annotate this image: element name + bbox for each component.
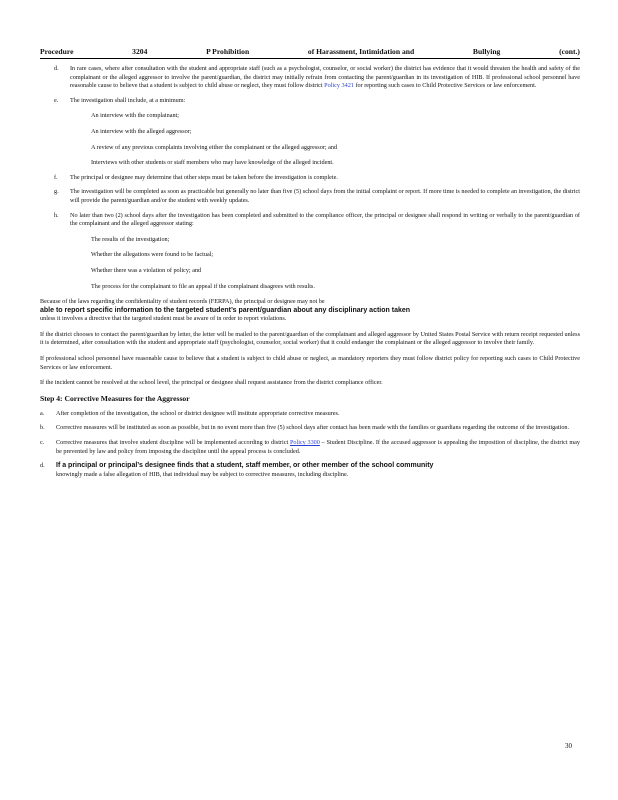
item-4d	[40, 462, 580, 479]
bullet-text: Interviews with other students or staff members who may have knowledge of the alleged incident.	[91, 159, 334, 167]
professional-personnel-paragraph: If professional school personnel have reasonable cause to believe that a student is subject to child abuse or neglect, as mandatory reporters they must follow district policy for reporting such cases to Child Protective Services or law enforcement.	[40, 355, 580, 371]
bullet-item	[40, 112, 580, 121]
bullet-item	[40, 236, 580, 245]
item-text: Corrective measures that involve student discipline will be implemented according to district	[56, 439, 289, 447]
bullet-text: The process for the complainant to file an appeal if the complainant disagrees with results.	[91, 282, 315, 290]
item-bold-text: If a principal or principal’s designee finds that a student, staff member, or other member of the school community	[56, 462, 434, 470]
item-4b	[40, 424, 580, 433]
header-title-b: of Harassment, Intimidation and	[307, 47, 415, 56]
header-procedure: Procedure	[40, 47, 74, 56]
item-text: Corrective measures will be instituted as soon as possible, but in no event more than five (5) school days after contact has been made with the families or guardians regarding the outcome of the investigation.	[56, 424, 570, 432]
policy-3421-link[interactable]: Policy 3421	[324, 82, 354, 90]
item-4a	[40, 410, 580, 419]
bullet-text: An interview with the alleged aggressor;	[91, 127, 192, 135]
bullet-text: Whether there was a violation of policy; and	[91, 266, 202, 274]
item-label: a.	[40, 409, 45, 417]
item-label: d.	[54, 65, 59, 72]
bullet-text: An interview with the complainant;	[91, 112, 179, 120]
item-label: f.	[54, 173, 58, 181]
header-number: 3204	[132, 47, 148, 56]
item-text: – Student Discipline. If the accused aggressor is appealing the imposition of discipline, the district may be prevented by law and policy from imposing the discipline until the appeal process is concluded.	[56, 439, 581, 455]
bullet-item	[40, 144, 580, 153]
item-label: d.	[40, 462, 45, 470]
item-label: e.	[54, 96, 59, 104]
item-text: After completion of the investigation, the school or district designee will institute appropriate corrective measures.	[56, 409, 340, 417]
bullet-item	[40, 159, 580, 168]
item-text: The principal or designee may determine that other steps must be taken before the investigation is complete.	[70, 173, 338, 181]
header-title-c: Bullying	[472, 47, 501, 56]
header-cont: (cont.)	[559, 47, 580, 56]
paragraph-bold-text: able to report specific information to the targeted student’s parent/guardian about any disciplinary action taken	[40, 306, 411, 314]
bullet-item	[40, 267, 580, 276]
item-g	[40, 188, 580, 205]
page-number: 30	[565, 742, 572, 750]
item-text: knowingly made a false allegation of HIB, that individual may be subject to corrective measures, including discipline.	[56, 470, 349, 478]
procedure-header	[40, 47, 580, 59]
item-f	[40, 174, 580, 183]
item-label: b.	[40, 424, 45, 432]
policy-3300-link[interactable]: Policy 3300	[289, 439, 320, 447]
item-label: c.	[40, 439, 45, 447]
item-4c	[40, 439, 580, 456]
header-title-a: P Prohibition	[206, 47, 250, 56]
mail-paragraph: If the district chooses to contact the parent/guardian by letter, the letter will be mailed to the parent/guardian of the complainant and alleged aggressor by United States Postal Service with return receipt requested unless it is determined, after consultation with the student and appropriate staff (psychologist, counselor, social worker) that it could endanger the complainant or the alleged aggressor to involve their family.	[40, 330, 580, 347]
item-text: The investigation will be completed as soon as practicable but generally no later than five (5) school days from the initial complaint or report. If more time is needed to complete an investigation, the district will provide the parent/guardian and/or the student with weekly updates.	[70, 188, 580, 204]
item-h	[40, 212, 580, 229]
step-4-heading: Step 4: Corrective Measures for the Aggressor	[40, 393, 190, 403]
item-text: The investigation shall include, at a minimum:	[70, 96, 186, 104]
bullet-item	[40, 128, 580, 137]
bullet-text: A review of any previous complaints involving either the complainant or the alleged aggressor; and	[91, 143, 338, 151]
paragraph-text: unless it involves a directive that the targeted student must be aware of in order to report violations.	[40, 315, 287, 323]
bullet-item	[40, 251, 580, 260]
item-text: In rare cases, where after consultation with the student and appropriate staff (such as a psychologist, counselor, or social worker) the district has evidence that it would threaten the health and safety of the complainant or the alleged aggressor to involve the parent/guardian, the district may initially refrain from contacting the parent/guardian in its investigation of HIB. If professional school personnel have reasonable cause to believe that a student is subject to child abuse or neglect, they must follow district	[70, 65, 580, 90]
document-page	[40, 47, 580, 479]
bullet-text: The results of the investigation;	[91, 235, 170, 243]
bullet-text: Whether the allegations were found to be factual;	[91, 251, 214, 259]
unresolved-paragraph: If the incident cannot be resolved at the school level, the principal or designee shall request assistance from the district compliance officer.	[40, 379, 383, 387]
item-text: for reporting such cases to Child Protective Services or law enforcement.	[355, 82, 537, 90]
item-label: g.	[54, 188, 59, 196]
ferpa-paragraph	[40, 298, 580, 324]
paragraph-text: Because of the laws regarding the confidentiality of student records (FERPA), the principal or designee may not be	[40, 298, 325, 306]
item-e	[40, 97, 580, 106]
item-label: h.	[54, 211, 59, 219]
bullet-item	[40, 283, 580, 292]
item-text: No later than two (2) school days after the investigation has been completed and submitted to the compliance officer, the principal or designee shall respond in writing or verbally to the parent/guardian of the complainant and the alleged aggressor stating:	[70, 211, 580, 228]
item-d	[40, 65, 580, 91]
